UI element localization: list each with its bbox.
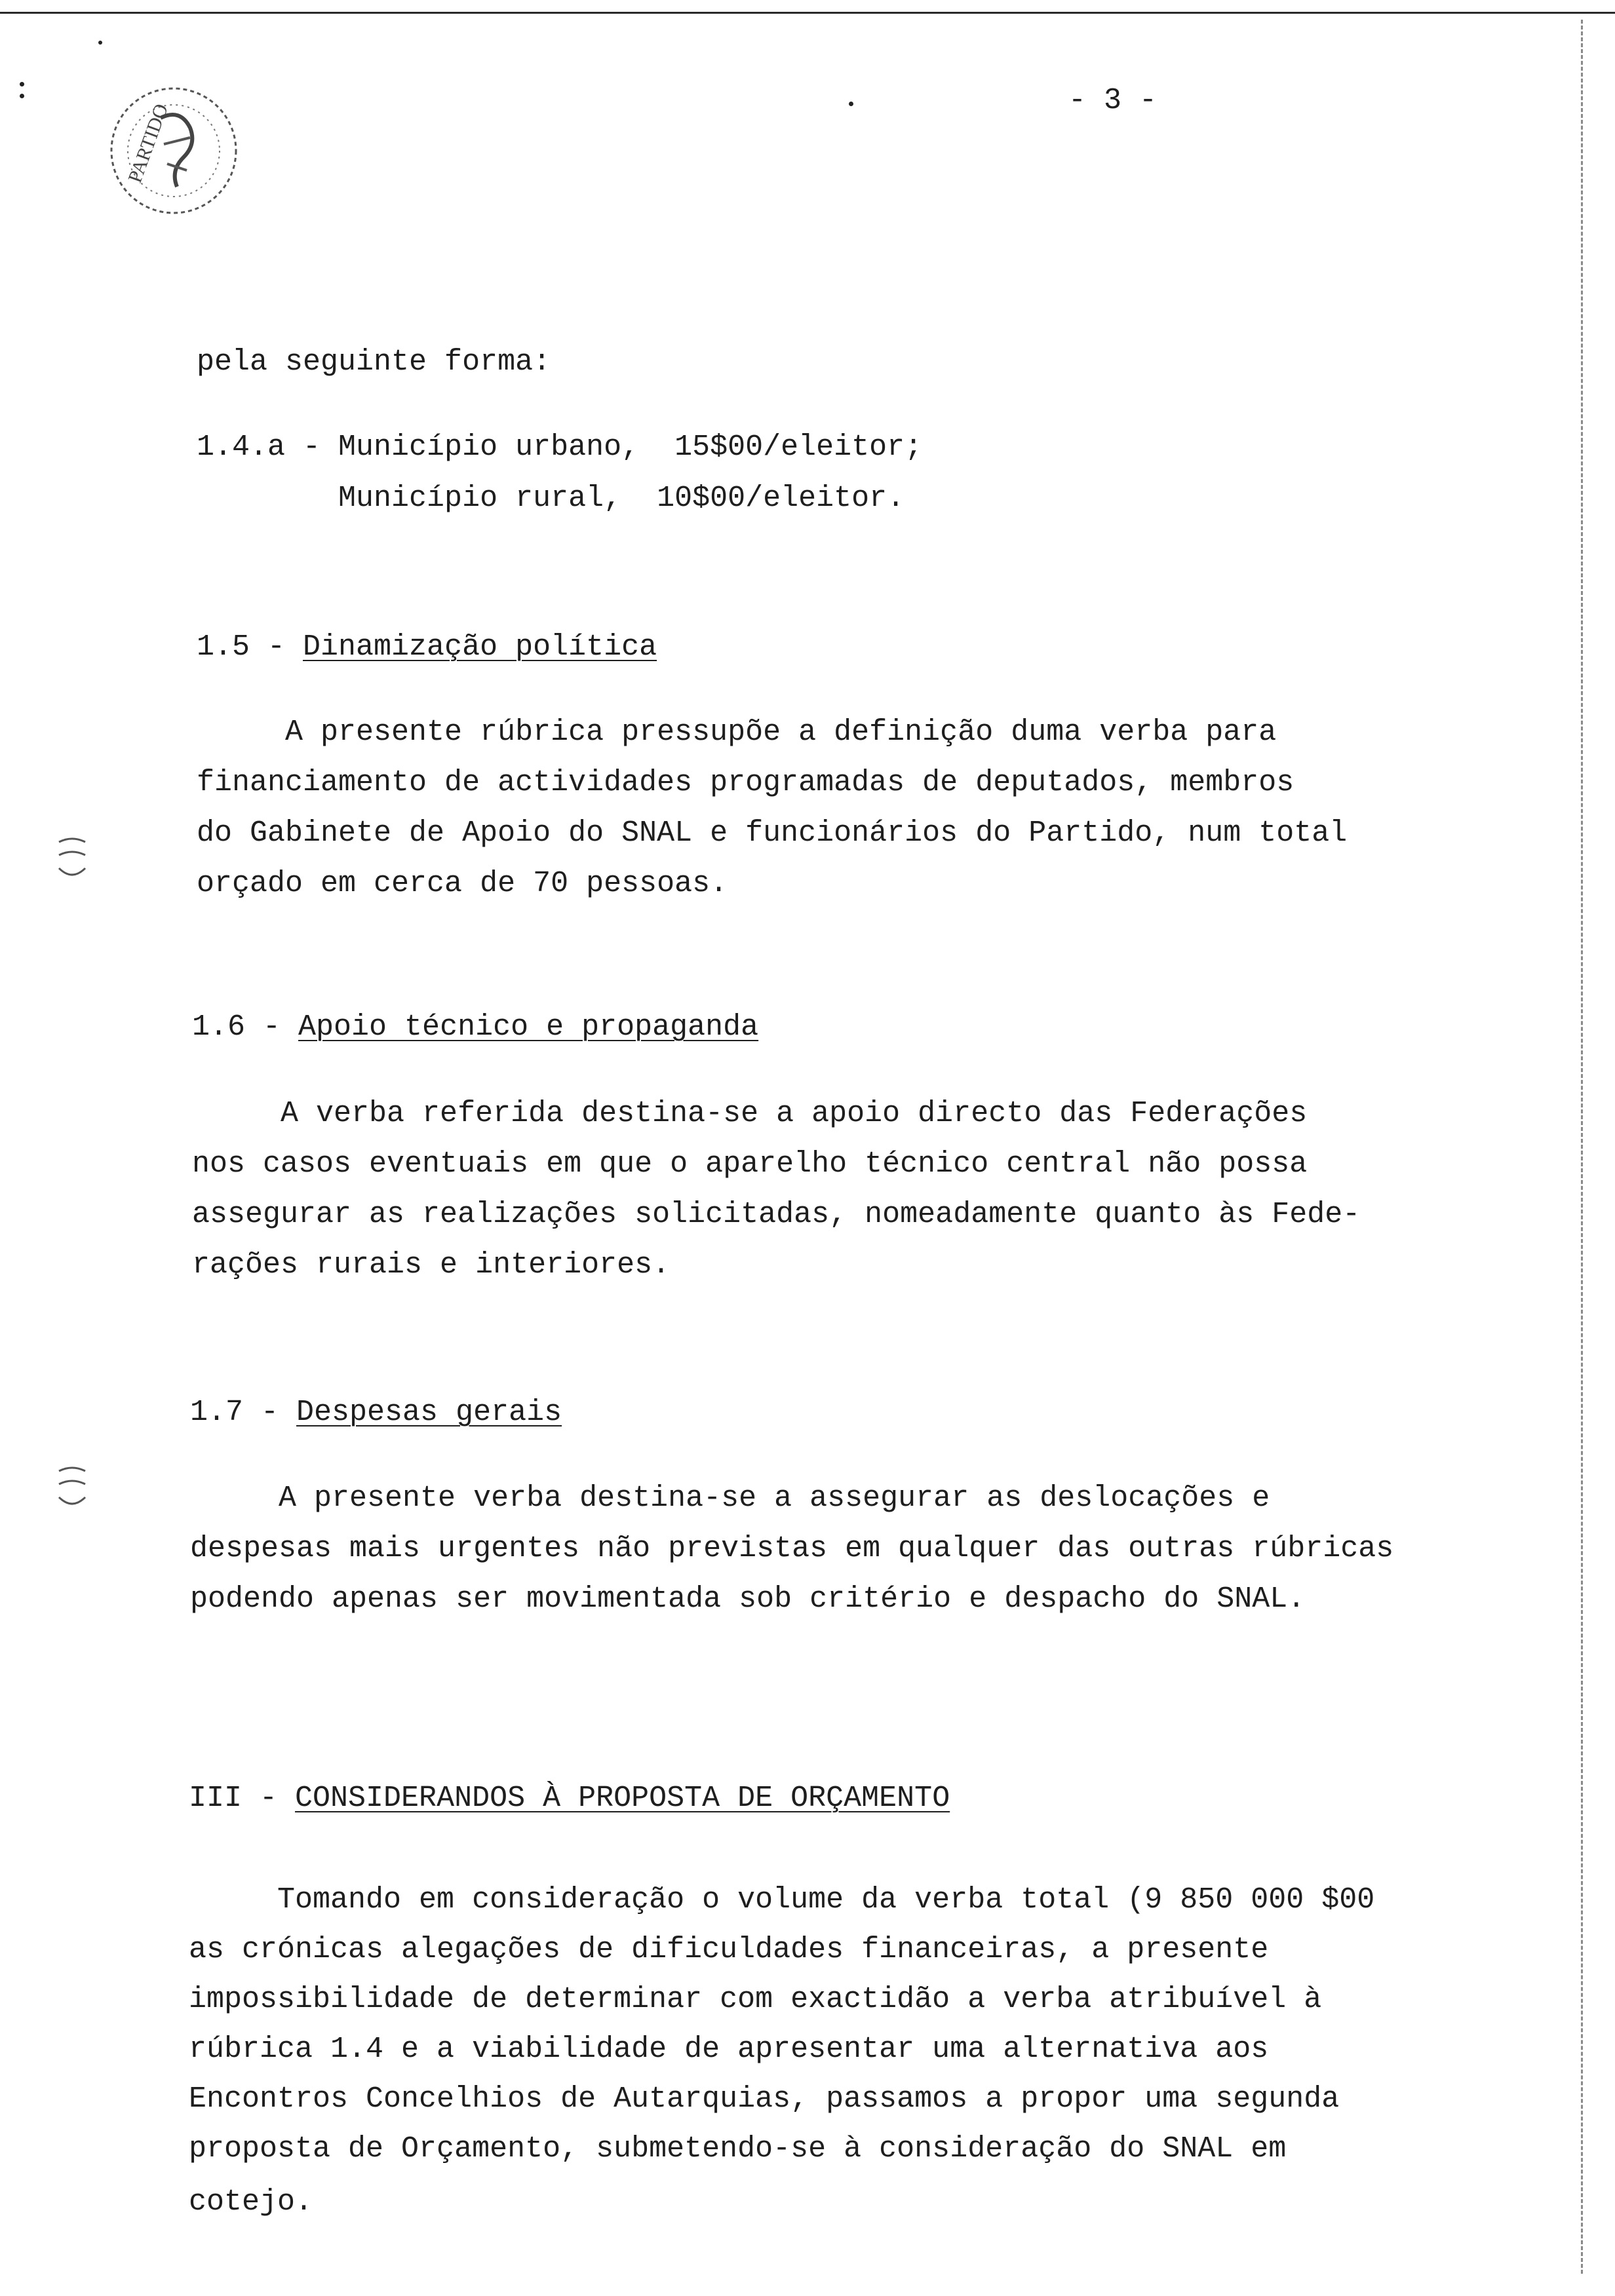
section-III-heading (189, 1784, 950, 1813)
item-1-4a-line-2: Município rural, 10$00/eleitor. (197, 482, 905, 515)
section-1-5-line: do Gabinete de Apoio do SNAL e funcionários do Partido, num total (197, 816, 1348, 850)
section-number: 1.6 - (192, 1010, 299, 1044)
intro-text: pela seguinte forma: (197, 345, 551, 379)
section-1-7-line: despesas mais urgentes não previstas em qualquer das outras rúbricas (190, 1532, 1394, 1565)
section-1-6-line: assegurar as realizações solicitadas, nomeadamente quanto às Fede- (192, 1198, 1361, 1231)
margin-hole-punch-mark (52, 1464, 92, 1510)
ink-speck (849, 102, 853, 106)
page-number: - 3 - (1068, 84, 1158, 117)
section-1-5-line: financiamento de actividades programadas de deputados, membros (197, 766, 1294, 799)
section-title: Despesas gerais (296, 1396, 562, 1429)
section-1-7-line: podendo apenas ser movimentada sob critério e despacho do SNAL. (190, 1582, 1306, 1616)
section-1-6-line: nos casos eventuais em que o aparelho técnico central não possa (192, 1147, 1308, 1181)
right-edge-perforation (1581, 20, 1583, 2274)
party-seal-stamp (98, 72, 249, 229)
section-number: 1.5 - (197, 630, 303, 664)
section-1-6-line: rações rurais e interiores. (192, 1248, 671, 1282)
section-1-7-heading (190, 1398, 562, 1427)
section-number: 1.7 - (190, 1396, 297, 1429)
item-1-4a-line-1: 1.4.a - Município urbano, 15$00/eleitor; (197, 430, 923, 464)
section-III-line: Encontros Concelhios de Autarquias, passamos a propor uma segunda (189, 2082, 1340, 2116)
stamp-text: PARTIDO (124, 101, 173, 186)
section-III-line: rúbrica 1.4 e a viabilidade de apresentar uma alternativa aos (189, 2033, 1269, 2066)
section-title: CONSIDERANDOS À PROPOSTA DE ORÇAMENTO (295, 1782, 950, 1815)
section-number: III - (189, 1782, 296, 1815)
section-title: Apoio técnico e propaganda (298, 1010, 759, 1044)
section-III-line: proposta de Orçamento, submetendo-se à consideração do SNAL em (189, 2132, 1287, 2166)
section-1-6-line: A verba referida destina-se a apoio directo das Federações (192, 1097, 1308, 1130)
section-III-line: as crónicas alegações de dificuldades financeiras, a presente (189, 1933, 1269, 1966)
ink-speck (20, 94, 24, 98)
section-1-5-heading (197, 632, 657, 662)
ink-speck (98, 41, 102, 45)
section-III-line: Tomando em consideração o volume da verba total (9 850 000 $00 (189, 1883, 1375, 1917)
section-1-5-line: A presente rúbrica pressupõe a definição duma verba para (197, 716, 1277, 749)
section-1-7-line: A presente verba destina-se a assegurar as deslocações e (190, 1482, 1270, 1515)
margin-hole-punch-mark (52, 835, 92, 881)
section-1-5-line: orçado em cerca de 70 pessoas. (197, 867, 728, 900)
top-page-rule (0, 12, 1615, 14)
section-III-line: cotejo. (189, 2185, 313, 2219)
section-1-6-heading (192, 1012, 758, 1042)
section-title: Dinamização política (303, 630, 657, 664)
section-III-line: impossibilidade de determinar com exactidão a verba atribuível à (189, 1983, 1322, 2016)
ink-speck (20, 82, 24, 86)
